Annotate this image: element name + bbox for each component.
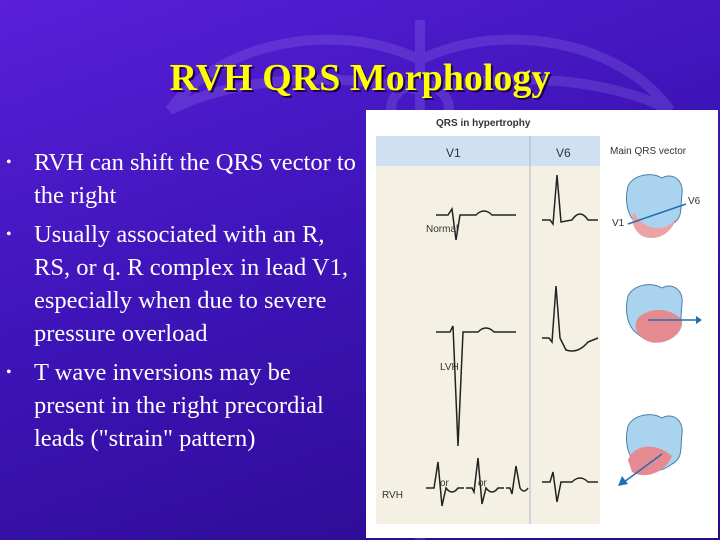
bullet-item (6, 218, 356, 350)
figure-title: QRS in hypertrophy (436, 118, 531, 129)
ecg-panel (376, 166, 600, 524)
heart-label-v6: V6 (688, 196, 701, 207)
or-label: or (440, 478, 449, 489)
vector-header: Main QRS vector (610, 146, 687, 157)
ecg-hypertrophy-figure (366, 110, 718, 538)
heart-label-v1: V1 (612, 218, 625, 229)
bullet-list (6, 146, 356, 461)
bullet-dot-icon: • (6, 154, 12, 171)
heart-lvh (626, 285, 702, 343)
slide-title: RVH QRS Morphology (169, 57, 551, 99)
heart-rvh (618, 415, 682, 486)
row-label-normal: Normal (426, 224, 459, 235)
bullet-text: RVH can shift the QRS vector to the right (34, 149, 356, 209)
row-label-rvh: RVH (382, 490, 403, 501)
bullet-text: Usually associated with an R, RS, or q. R complex in lead V1, especially when due to severe pressure overload (34, 221, 348, 347)
bullet-item (6, 146, 356, 212)
bullet-text: T wave inversions may be present in the right precordial leads ("strain" pattern) (34, 359, 324, 452)
row-label-lvh: LVH (440, 362, 459, 373)
ecg-diagram (366, 110, 718, 538)
or-label: or (478, 478, 487, 489)
heart-normal (626, 175, 686, 238)
column-label-v1: V1 (446, 146, 461, 160)
bullet-dot-icon: • (6, 226, 12, 243)
column-label-v6: V6 (556, 146, 571, 160)
bullet-dot-icon: • (6, 364, 12, 381)
bullet-item (6, 356, 356, 455)
